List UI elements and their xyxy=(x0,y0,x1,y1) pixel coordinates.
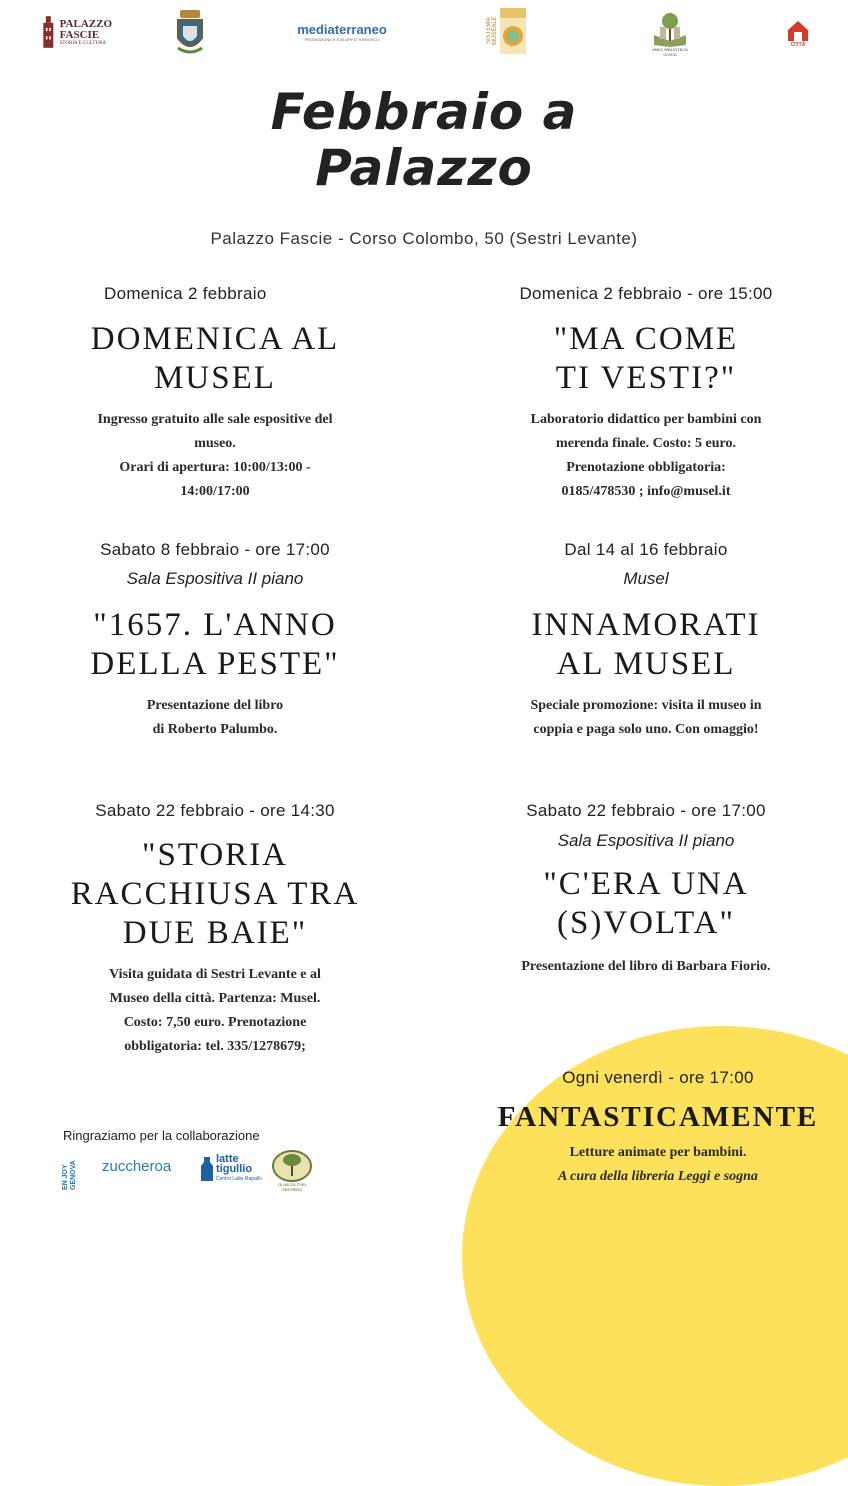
mediaterraneo-tagline: PROMOZIONE E SVILUPPO TURISTICO xyxy=(304,37,380,42)
amici-biblioteca-logo xyxy=(646,10,694,58)
event-description xyxy=(446,694,846,742)
sponsor-latte-tagline: Centro Latte Rapallo xyxy=(216,1176,262,1182)
sistema-museale-logo xyxy=(486,4,528,58)
event-description-line: coppia e paga solo uno. Con omaggio! xyxy=(533,722,759,737)
page-title-line2: Palazzo xyxy=(315,139,533,197)
palazzo-logo-line2: FASCIE xyxy=(59,28,100,41)
palazzo-fascie-logo xyxy=(40,8,112,56)
event-date: Sabato 8 febbraio - ore 17:00 xyxy=(100,540,330,559)
page-title xyxy=(0,84,848,196)
event-description-line: di Roberto Palumbo. xyxy=(152,722,278,737)
sistema-museale-icon xyxy=(498,6,528,56)
thanks-text: Ringraziamo per la collaborazione xyxy=(63,1128,260,1143)
event-description-line: Presentazione del libro xyxy=(146,698,284,713)
event-description xyxy=(20,408,410,504)
event-date: Domenica 2 febbraio - ore 15:00 xyxy=(519,284,773,303)
mediaterraneo-logo xyxy=(292,8,392,56)
event-title xyxy=(20,836,410,953)
event-date: Sabato 22 febbraio - ore 14:30 xyxy=(95,801,335,820)
event-title-line: INNAMORATI xyxy=(531,607,761,643)
event-title-line: (S)VOLTA" xyxy=(557,905,735,941)
event-description-line: Costo: 7,50 euro. Prenotazione xyxy=(123,1015,307,1030)
event-description-line: Laboratorio didattico per bambini con xyxy=(530,412,762,427)
event-description xyxy=(470,1141,846,1189)
sponsor-enjoy-genova xyxy=(62,1150,88,1190)
sponsor-latte-tigullio xyxy=(200,1154,262,1184)
event-title-line: DOMENICA AL xyxy=(90,321,340,357)
event-title-line: "C'ERA UNA xyxy=(543,866,749,902)
event-description xyxy=(20,694,410,742)
event-description-line: 0185/478530 ; info@musel.it xyxy=(561,484,731,499)
sponsor-latte-line2: tigullio xyxy=(216,1163,253,1175)
event-description-line: obbligatoria: tel. 335/1278679; xyxy=(124,1039,306,1054)
palazzo-logo-line1: PALAZZO xyxy=(59,17,112,30)
event-description-line: Orari di apertura: 10:00/13:00 - xyxy=(119,460,311,475)
event-description-line: Speciale promozione: visita il museo in xyxy=(530,698,762,713)
event-description xyxy=(446,408,846,504)
event-card-domenica-al-musel xyxy=(20,284,410,304)
event-description-line: Ingresso gratuito alle sale espositive del xyxy=(97,412,333,427)
page-title-line1: Febbraio a xyxy=(270,83,578,141)
event-title-line: MUSEL xyxy=(154,360,276,396)
event-description-line: 14:00/17:00 xyxy=(180,484,250,499)
event-description-line: Prenotazione obbligatoria: xyxy=(566,460,726,475)
sponsor-olivicoltori-label: OLIVICOLTORI SESTRESI xyxy=(278,1182,306,1192)
event-description-line: Visita guidata di Sestri Levante e al xyxy=(109,967,321,982)
event-description-line: merenda finale. Costo: 5 euro. xyxy=(556,436,736,451)
event-title xyxy=(20,606,410,684)
decorative-yellow-circle xyxy=(462,1026,848,1486)
event-title-line: DUE BAIE" xyxy=(122,915,308,951)
event-title xyxy=(20,320,410,398)
event-title: FANTASTICAMENTE xyxy=(497,1101,819,1133)
event-title-line: RACCHIUSA TRA xyxy=(70,876,360,912)
palazzo-logo-tagline: STORIA E CULTURA xyxy=(59,40,107,46)
event-description xyxy=(20,963,410,1059)
mediaterraneo-name: mediaterraneo xyxy=(297,22,387,37)
sponsor-zucchero xyxy=(102,1158,171,1175)
event-title-line: TI VESTI?" xyxy=(555,360,737,396)
sistema-museale-label: SISTEMA MUSEALE xyxy=(486,16,498,46)
event-description-line: A cura della libreria Leggi e sogna xyxy=(558,1169,758,1184)
event-description-line: museo. xyxy=(194,436,236,451)
sponsor-latte-line1: latte xyxy=(216,1153,239,1165)
crest-icon xyxy=(174,8,206,56)
event-description xyxy=(446,955,846,979)
amici-biblioteca-label: AMICI BIBLIOTECA CIVICA xyxy=(652,47,688,57)
event-description-line: Museo della città. Partenza: Musel. xyxy=(109,991,321,1006)
event-date: Sabato 22 febbraio - ore 17:00 xyxy=(526,801,766,820)
event-title-line: "STORIA xyxy=(141,837,289,873)
tower-icon xyxy=(40,13,57,51)
sponsor-olivicoltori xyxy=(270,1148,314,1192)
sponsor-zucchero-label: zuccheroa xyxy=(102,1158,172,1175)
event-date: Ogni venerdì - ore 17:00 xyxy=(562,1068,754,1087)
citta-label: CITTÀ xyxy=(790,42,806,48)
event-title-line: "1657. L'ANNO xyxy=(93,607,337,643)
citta-icon xyxy=(787,20,809,42)
event-title-line: AL MUSEL xyxy=(556,646,736,682)
event-place: Sala Espositiva II piano xyxy=(557,831,735,850)
event-description-line: Presentazione del libro di Barbara Fiorio. xyxy=(521,959,771,974)
event-date: Domenica 2 febbraio xyxy=(104,284,267,303)
event-title-line: "MA COME xyxy=(553,321,739,357)
venue-address: Palazzo Fascie - Corso Colombo, 50 (Sestri Levante) xyxy=(210,229,638,248)
event-title xyxy=(446,865,846,943)
event-date: Dal 14 al 16 febbraio xyxy=(564,540,728,559)
event-title xyxy=(446,606,846,684)
municipal-crest-logo xyxy=(172,8,208,56)
event-title xyxy=(446,320,846,398)
event-place: Sala Espositiva II piano xyxy=(126,569,304,588)
citta-logo xyxy=(784,18,812,50)
event-title-line: DELLA PESTE" xyxy=(90,646,340,682)
milk-bottle-icon xyxy=(200,1157,214,1181)
event-description-line: Letture animate per bambini. xyxy=(569,1145,747,1160)
event-place: Musel xyxy=(623,569,669,588)
book-tree-icon xyxy=(650,11,690,47)
sponsor-enjoy-label: EN JOY GENOVA xyxy=(62,1160,77,1190)
olive-tree-icon xyxy=(272,1148,312,1182)
